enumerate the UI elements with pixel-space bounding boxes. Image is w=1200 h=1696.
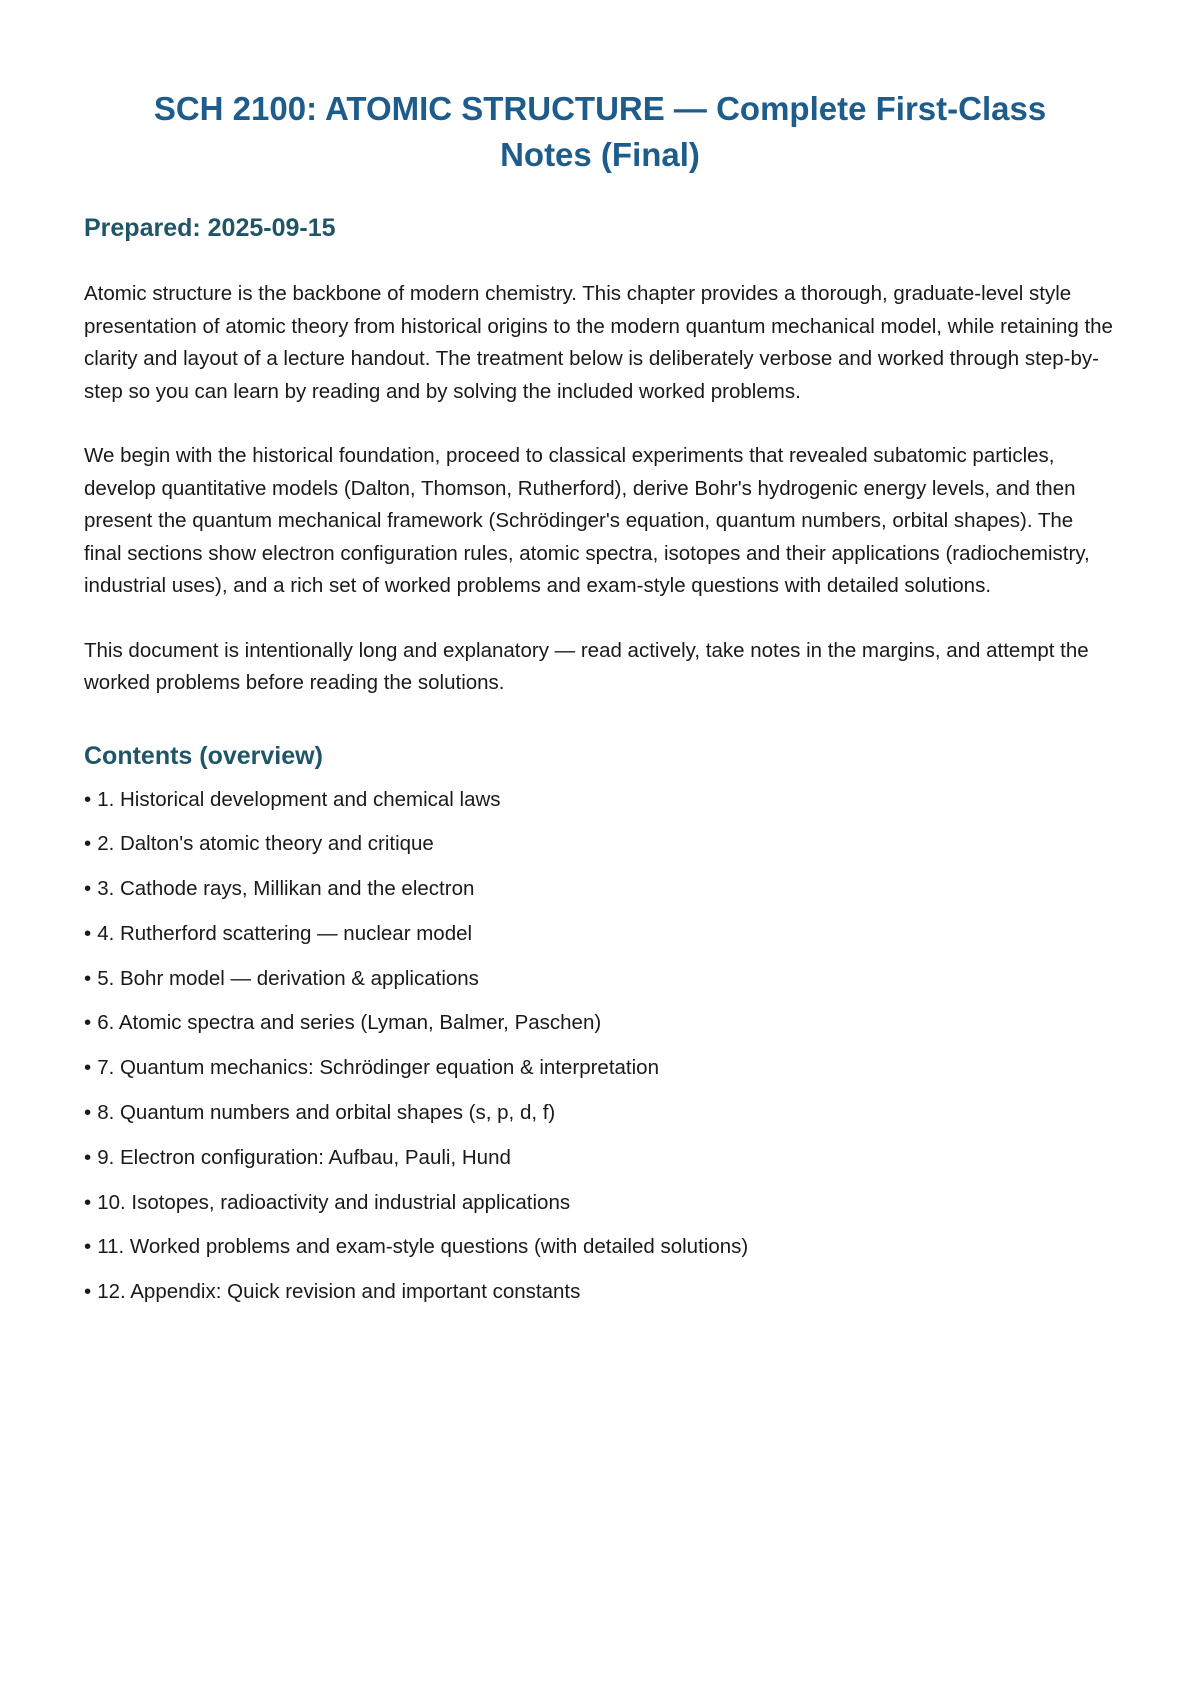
contents-item-label: 4. Rutherford scattering — nuclear model xyxy=(97,921,473,945)
bullet-icon: • xyxy=(84,787,92,811)
contents-item-label: 12. Appendix: Quick revision and important constants xyxy=(97,1280,581,1304)
contents-item xyxy=(84,831,1116,857)
contents-item-label: 2. Dalton's atomic theory and critique xyxy=(97,832,434,856)
contents-item xyxy=(84,1100,1116,1126)
bullet-icon: • xyxy=(84,966,92,990)
contents-item xyxy=(84,787,1116,813)
bullet-icon: • xyxy=(84,1235,92,1259)
contents-item xyxy=(84,1190,1116,1216)
contents-item-label: 11. Worked problems and exam-style questions (with detailed solutions) xyxy=(97,1235,749,1259)
bullet-icon: • xyxy=(84,832,92,856)
prepared-date: Prepared: 2025-09-15 xyxy=(84,214,336,242)
contents-item-label: 9. Electron configuration: Aufbau, Pauli, Hund xyxy=(97,1145,511,1169)
bullet-icon: • xyxy=(84,921,92,945)
contents-item xyxy=(84,876,1116,902)
bullet-icon: • xyxy=(84,1145,92,1169)
bullet-icon: • xyxy=(84,1011,92,1035)
contents-item xyxy=(84,1234,1116,1260)
contents-item xyxy=(84,1145,1116,1171)
overview-paragraph: We begin with the historical foundation, proceed to classical experiments that revealed subatomic particles, develop quantitative models (Dalton, Thomson, Rutherford), derive Bohr's hydrogenic energy levels, and then present the quantum mechanical framework (Schrödinger's equation, quantum numbers, orbital shapes). The final sections show electron configuration rules, atomic spectra, isotopes and their applications (radiochemistry, industrial uses), and a rich set of worked problems and exam-style questions with detailed solutions. xyxy=(84,444,1090,597)
bullet-icon: • xyxy=(84,1101,92,1125)
contents-item-label: 6. Atomic spectra and series (Lyman, Balmer, Paschen) xyxy=(97,1011,602,1035)
contents-item xyxy=(84,1279,1116,1305)
contents-item-label: 5. Bohr model — derivation & applications xyxy=(97,966,479,990)
contents-item xyxy=(84,966,1116,992)
contents-item-label: 7. Quantum mechanics: Schrödinger equation & interpretation xyxy=(97,1056,659,1080)
intro-paragraph: Atomic structure is the backbone of modern chemistry. This chapter provides a thorough, graduate-level style presentation of atomic theory from historical origins to the modern quantum mechanical model, while retaining the clarity and layout of a lecture handout. The treatment below is deliberately verbose and worked through step-by-step so you can learn by reading and by solving the included worked problems. xyxy=(84,282,1113,403)
reading-advice-paragraph: This document is intentionally long and explanatory — read actively, take notes in the margins, and attempt the worked problems before reading the solutions. xyxy=(84,638,1089,694)
contents-item-label: 3. Cathode rays, Millikan and the electron xyxy=(97,877,475,901)
contents-item-label: 10. Isotopes, radioactivity and industrial applications xyxy=(97,1190,571,1214)
contents-list xyxy=(84,787,1116,1306)
contents-heading: Contents (overview) xyxy=(84,741,323,770)
bullet-icon: • xyxy=(84,877,92,901)
contents-item xyxy=(84,1010,1116,1036)
contents-item xyxy=(84,921,1116,947)
contents-item-label: 8. Quantum numbers and orbital shapes (s, p, d, f) xyxy=(97,1101,556,1125)
contents-item xyxy=(84,1055,1116,1081)
bullet-icon: • xyxy=(84,1280,92,1304)
bullet-icon: • xyxy=(84,1190,92,1214)
bullet-icon: • xyxy=(84,1056,92,1080)
document-title: SCH 2100: ATOMIC STRUCTURE — Complete First-Class Notes (Final) xyxy=(153,90,1047,173)
contents-item-label: 1. Historical development and chemical laws xyxy=(97,787,501,811)
